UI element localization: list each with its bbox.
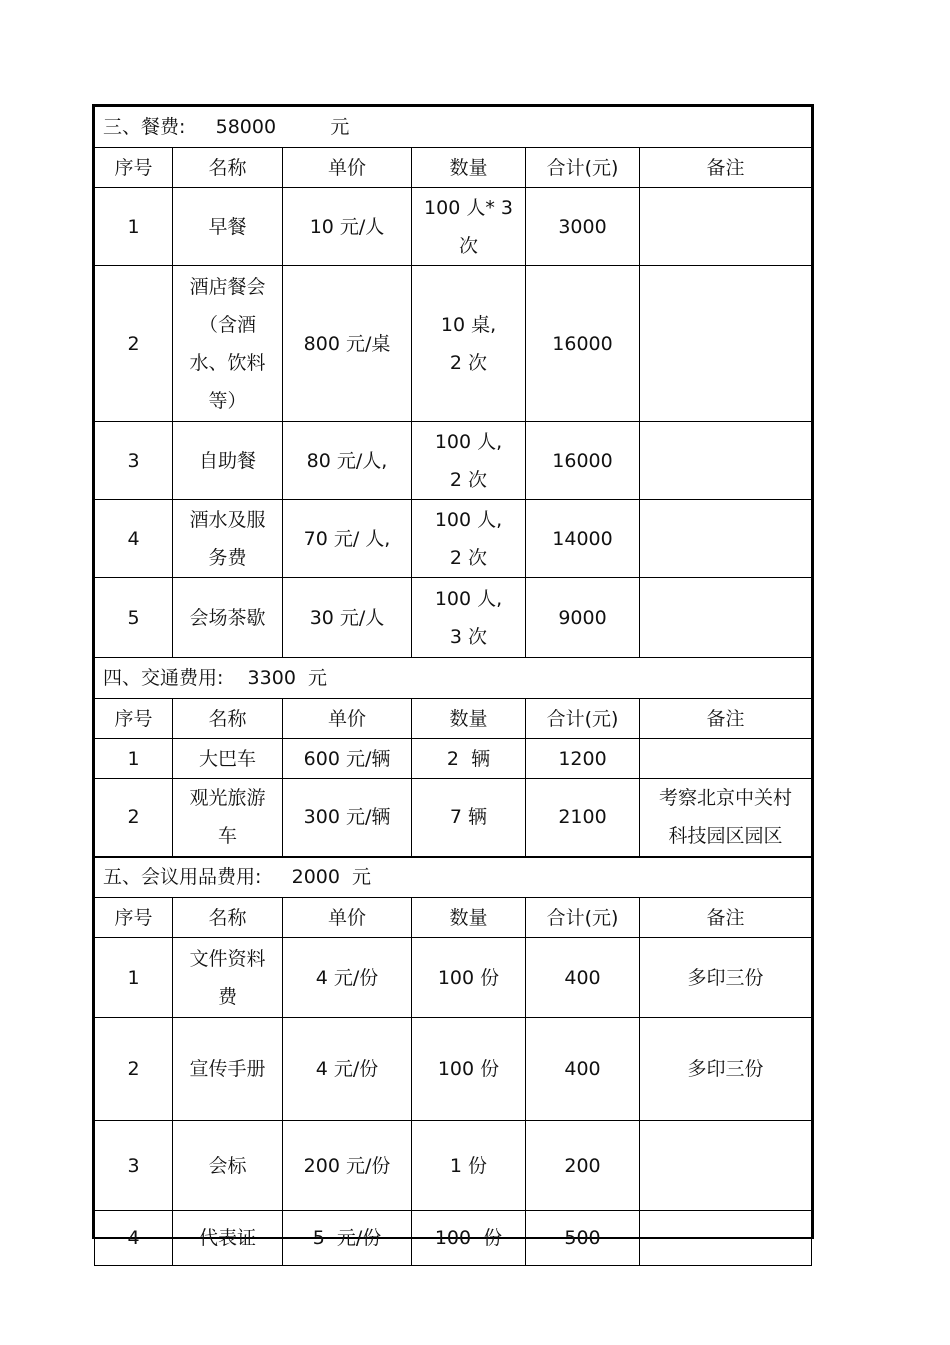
table-row bbox=[95, 739, 812, 779]
cell-price bbox=[283, 938, 412, 1018]
cell-qty bbox=[412, 500, 526, 578]
table-row bbox=[95, 500, 812, 578]
cell-price bbox=[283, 188, 412, 266]
cell-total bbox=[526, 422, 640, 500]
cell-total-text: 14000 bbox=[552, 527, 613, 550]
cell-price-text: 4 元/份 bbox=[315, 1058, 379, 1080]
cell-note-line: 考察北京中关村 bbox=[658, 787, 792, 810]
expense-table bbox=[94, 106, 812, 1266]
cell-no bbox=[95, 188, 173, 266]
cell-qty bbox=[412, 266, 526, 422]
column-header: 序号 bbox=[95, 699, 173, 739]
column-header: 数量 bbox=[412, 699, 526, 739]
column-header: 合计(元) bbox=[526, 699, 640, 739]
cell-total-text: 200 bbox=[564, 1154, 601, 1177]
table-header-row bbox=[95, 898, 812, 938]
cell-name-line: 会场茶歇 bbox=[189, 606, 266, 629]
cell-price-text: 4 元/份 bbox=[315, 966, 379, 989]
column-header: 单价 bbox=[283, 699, 412, 739]
cell-price-text: 200 元/份 bbox=[303, 1154, 391, 1177]
cell-qty-line: 100 份 bbox=[437, 966, 500, 989]
column-header: 合计(元) bbox=[526, 148, 640, 188]
cell-name bbox=[173, 188, 283, 266]
cell-qty-line: 2 辆 bbox=[446, 747, 491, 770]
cell-total-text: 9000 bbox=[558, 606, 607, 629]
section-title: 五、会议用品费用: 2000 元 bbox=[95, 857, 812, 898]
section-title-row bbox=[95, 107, 812, 148]
cell-price-text: 10 元/人 bbox=[309, 215, 385, 238]
cell-qty-line: 2 次 bbox=[449, 546, 488, 569]
cell-name bbox=[173, 500, 283, 578]
cell-name-line: 费 bbox=[217, 985, 237, 1008]
cell-qty-line: 10 桌, bbox=[440, 313, 497, 336]
cell-name bbox=[173, 578, 283, 658]
cell-note bbox=[640, 578, 812, 658]
cell-total-text: 16000 bbox=[552, 332, 613, 355]
cell-name-line: 文件资料 bbox=[189, 947, 266, 970]
cell-total bbox=[526, 739, 640, 779]
cell-qty bbox=[412, 422, 526, 500]
cell-no-text: 1 bbox=[127, 966, 140, 989]
cell-name-line: 务费 bbox=[208, 546, 247, 569]
cell-no bbox=[95, 578, 173, 658]
cell-no-text: 5 bbox=[127, 606, 140, 629]
cell-price bbox=[283, 739, 412, 779]
table-row bbox=[95, 779, 812, 857]
cell-no-text: 4 bbox=[127, 1227, 140, 1249]
cell-qty-line: 2 次 bbox=[449, 351, 488, 374]
cell-price bbox=[283, 1018, 412, 1121]
column-header: 序号 bbox=[95, 148, 173, 188]
cell-total-text: 500 bbox=[564, 1227, 601, 1249]
cell-no-text: 3 bbox=[127, 449, 140, 472]
column-header: 备注 bbox=[640, 699, 812, 739]
cell-name bbox=[173, 1018, 283, 1121]
cell-total bbox=[526, 578, 640, 658]
table-row bbox=[95, 1018, 812, 1121]
cell-name-line: 自助餐 bbox=[198, 449, 256, 472]
column-header: 备注 bbox=[640, 148, 812, 188]
cell-no-text: 4 bbox=[127, 527, 140, 550]
column-header: 单价 bbox=[283, 898, 412, 938]
cell-price-text: 800 元/桌 bbox=[303, 332, 391, 355]
cell-total bbox=[526, 500, 640, 578]
cell-price-text: 80 元/人, bbox=[306, 449, 388, 472]
table-row bbox=[95, 188, 812, 266]
column-header: 合计(元) bbox=[526, 898, 640, 938]
cell-price-text: 600 元/辆 bbox=[303, 747, 391, 770]
cell-price bbox=[283, 1121, 412, 1211]
cell-qty bbox=[412, 779, 526, 857]
table-header-row bbox=[95, 699, 812, 739]
cell-name-line: 代表证 bbox=[198, 1227, 256, 1249]
section-title: 三、餐费: 58000 元 bbox=[95, 107, 812, 148]
cell-qty-line: 3 次 bbox=[449, 625, 488, 648]
section-title-row bbox=[95, 658, 812, 699]
cell-total bbox=[526, 1018, 640, 1121]
cell-name bbox=[173, 779, 283, 857]
cell-price-text: 300 元/辆 bbox=[303, 806, 391, 829]
column-header: 数量 bbox=[412, 148, 526, 188]
cell-price bbox=[283, 578, 412, 658]
cell-price-text: 5 元/份 bbox=[312, 1227, 382, 1249]
cell-note bbox=[640, 266, 812, 422]
cell-name-line: （含酒 bbox=[198, 313, 256, 336]
cell-note bbox=[640, 500, 812, 578]
cell-no bbox=[95, 779, 173, 857]
section-title: 四、交通费用: 3300 元 bbox=[95, 658, 812, 699]
cell-price bbox=[283, 422, 412, 500]
table-row bbox=[95, 1211, 812, 1266]
cell-note bbox=[640, 1018, 812, 1121]
cell-total bbox=[526, 779, 640, 857]
cell-qty bbox=[412, 1121, 526, 1211]
cell-qty bbox=[412, 1211, 526, 1266]
cell-total bbox=[526, 1121, 640, 1211]
cell-qty-line: 100 人, bbox=[434, 508, 503, 531]
cell-note-line: 科技园区园区 bbox=[668, 825, 783, 848]
cell-name-line: 酒店餐会 bbox=[189, 275, 266, 298]
cell-name bbox=[173, 422, 283, 500]
cell-no bbox=[95, 422, 173, 500]
cell-note-line: 多印三份 bbox=[687, 966, 764, 989]
cell-no bbox=[95, 266, 173, 422]
cell-name-line: 水、饮料 bbox=[189, 351, 266, 374]
cell-no bbox=[95, 739, 173, 779]
column-header: 名称 bbox=[173, 898, 283, 938]
cell-name-line: 观光旅游 bbox=[189, 787, 266, 810]
cell-total-text: 1200 bbox=[558, 747, 607, 770]
cell-price bbox=[283, 266, 412, 422]
cell-qty-line: 7 辆 bbox=[449, 806, 488, 829]
column-header: 名称 bbox=[173, 148, 283, 188]
cell-no-text: 3 bbox=[127, 1154, 140, 1177]
cell-qty-line: 100 份 bbox=[437, 1058, 500, 1080]
cell-qty bbox=[412, 1018, 526, 1121]
cell-total bbox=[526, 188, 640, 266]
cell-total bbox=[526, 938, 640, 1018]
column-header: 数量 bbox=[412, 898, 526, 938]
cell-note bbox=[640, 422, 812, 500]
cell-qty bbox=[412, 578, 526, 658]
cell-qty-line: 次 bbox=[458, 234, 478, 257]
table-row bbox=[95, 938, 812, 1018]
cell-price-text: 30 元/人 bbox=[309, 606, 385, 629]
column-header: 备注 bbox=[640, 898, 812, 938]
cell-no-text: 2 bbox=[127, 332, 140, 355]
column-header: 序号 bbox=[95, 898, 173, 938]
cell-qty bbox=[412, 188, 526, 266]
table-row bbox=[95, 578, 812, 658]
cell-no bbox=[95, 1121, 173, 1211]
cell-qty-line: 100 人, bbox=[434, 430, 503, 453]
cell-qty-line: 100 人, bbox=[434, 587, 503, 610]
section-title-row bbox=[95, 857, 812, 898]
cell-name-line: 会标 bbox=[208, 1154, 247, 1177]
cell-qty bbox=[412, 938, 526, 1018]
cell-no-text: 1 bbox=[127, 747, 140, 770]
cell-total-text: 16000 bbox=[552, 449, 613, 472]
cell-qty bbox=[412, 739, 526, 779]
table-row bbox=[95, 422, 812, 500]
cell-qty-line: 100 人* 3 bbox=[424, 196, 513, 219]
cell-total-text: 400 bbox=[564, 1058, 601, 1080]
cell-price bbox=[283, 1211, 412, 1266]
cell-total-text: 3000 bbox=[558, 215, 607, 238]
cell-name-line: 酒水及服 bbox=[189, 508, 266, 531]
cell-note bbox=[640, 1121, 812, 1211]
cell-name bbox=[173, 938, 283, 1018]
cell-name-line: 大巴车 bbox=[198, 747, 256, 770]
cell-name-line: 等） bbox=[208, 389, 247, 412]
cell-name-line: 车 bbox=[217, 825, 237, 848]
cell-total-text: 400 bbox=[564, 966, 601, 989]
cell-qty-line: 1 份 bbox=[449, 1154, 488, 1177]
table-row bbox=[95, 1121, 812, 1211]
cell-no-text: 1 bbox=[127, 215, 140, 238]
cell-note bbox=[640, 1211, 812, 1266]
column-header: 单价 bbox=[283, 148, 412, 188]
expense-sheet bbox=[92, 104, 814, 1249]
cell-price bbox=[283, 500, 412, 578]
cell-qty-line: 100 份 bbox=[434, 1227, 503, 1249]
cell-no bbox=[95, 1211, 173, 1266]
column-header: 名称 bbox=[173, 699, 283, 739]
cell-name-line: 宣传手册 bbox=[189, 1058, 266, 1080]
cell-note bbox=[640, 938, 812, 1018]
cell-no-text: 2 bbox=[127, 1058, 140, 1080]
cell-name bbox=[173, 739, 283, 779]
table-row bbox=[95, 266, 812, 422]
cell-note-line: 多印三份 bbox=[687, 1058, 764, 1080]
cell-price-text: 70 元/ 人, bbox=[303, 527, 391, 550]
table-header-row bbox=[95, 148, 812, 188]
cell-price bbox=[283, 779, 412, 857]
cell-no bbox=[95, 500, 173, 578]
cell-note bbox=[640, 188, 812, 266]
cell-total bbox=[526, 1211, 640, 1266]
cell-no bbox=[95, 938, 173, 1018]
cell-note bbox=[640, 779, 812, 857]
cell-no-text: 2 bbox=[127, 806, 140, 829]
cell-name bbox=[173, 1211, 283, 1266]
cell-no bbox=[95, 1018, 173, 1121]
cell-total bbox=[526, 266, 640, 422]
cell-total-text: 2100 bbox=[558, 806, 607, 829]
cell-name bbox=[173, 1121, 283, 1211]
cell-name-line: 早餐 bbox=[208, 215, 247, 238]
cell-name bbox=[173, 266, 283, 422]
cell-qty-line: 2 次 bbox=[449, 468, 488, 491]
cell-note bbox=[640, 739, 812, 779]
